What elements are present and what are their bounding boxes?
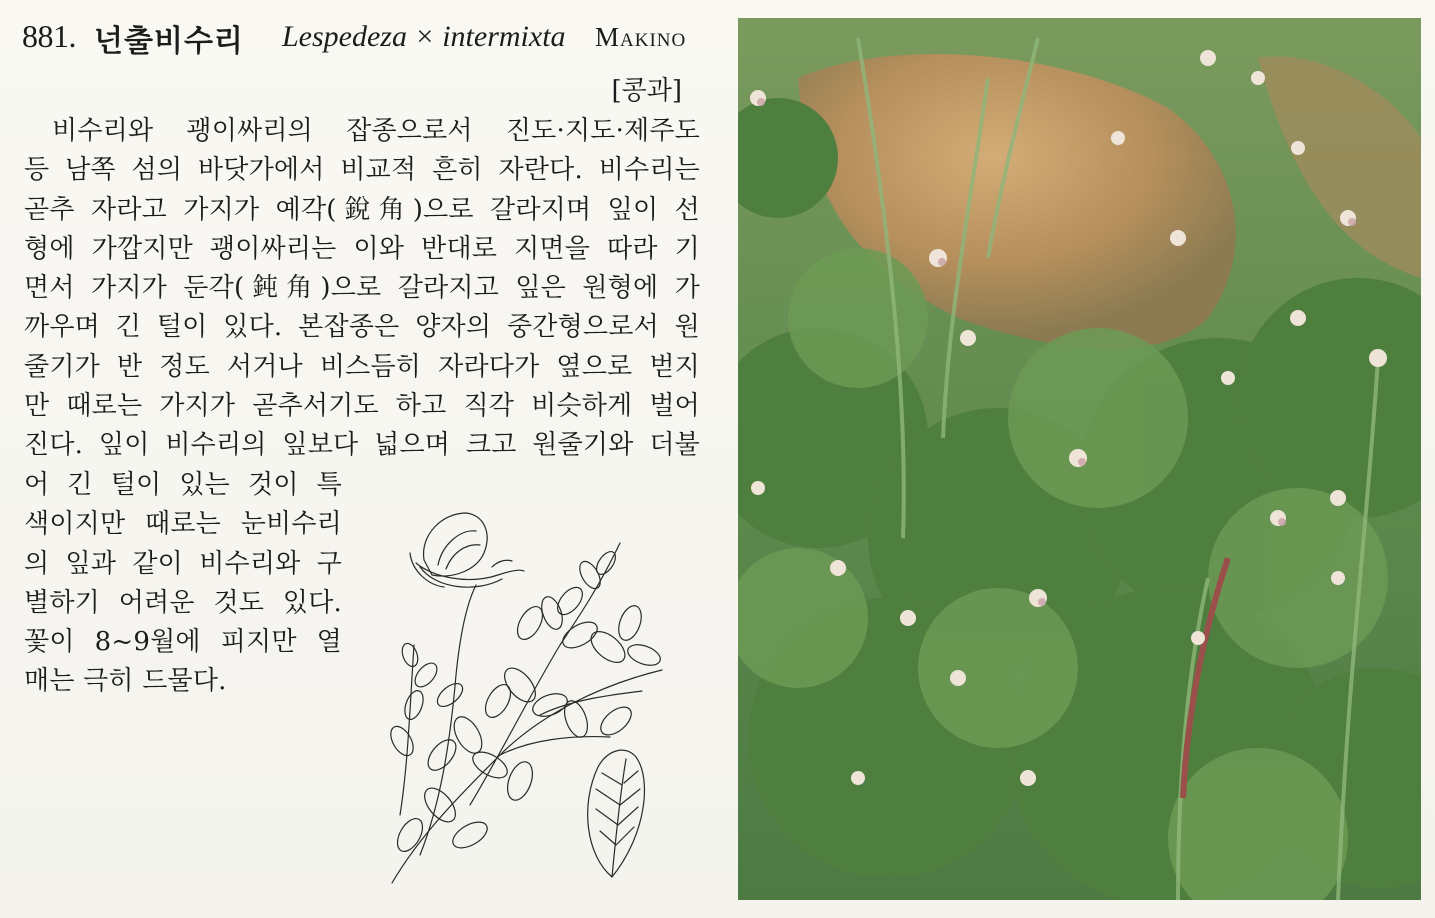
description-line: 까우며 긴 털이 있다. 본잡종은 양자의 중간형으로서 원 — [24, 312, 700, 343]
description-line: 곧추 자라고 가지가 예각(銳角)으로 갈라지며 잎이 선 — [24, 194, 700, 225]
description-text-continued — [24, 466, 342, 702]
description-line: 색이지만 때로는 눈비수리 — [24, 509, 342, 540]
entry-header — [22, 14, 702, 106]
description-line: 의 잎과 같이 비수리와 구 — [24, 548, 342, 579]
description-line: 줄기가 반 정도 서거나 비스듬히 자라다가 옆으로 벋지 — [24, 351, 700, 382]
description-line: 진다. 잎이 비수리의 잎보다 넓으며 크고 원줄기와 더불 — [24, 430, 700, 461]
description-line: 비수리와 괭이싸리의 잡종으로서 진도·지도·제주도 — [52, 116, 700, 146]
plant-photo — [738, 18, 1421, 900]
description-line: 만 때로는 가지가 곧추서기도 하고 직각 비슷하게 벌어 — [24, 391, 700, 422]
flower-detail — [410, 513, 524, 587]
description-line: 형에 가깝지만 괭이싸리는 이와 반대로 지면을 따라 기 — [24, 233, 700, 264]
description-line: 별하기 어려운 것도 있다. — [24, 587, 342, 618]
family-name: [콩과] — [611, 76, 682, 106]
description-text — [24, 112, 700, 466]
description-line: 매는 극히 드물다. — [24, 666, 227, 697]
botanical-illustration — [380, 505, 670, 885]
plant-stems — [392, 543, 662, 883]
entry-number: 881. — [22, 18, 76, 54]
korean-name: 넌출비수리 — [94, 24, 244, 59]
scientific-name: Lespedeza × intermixta — [282, 20, 566, 53]
description-line: 등 남쪽 섬의 바닷가에서 비교적 흔히 자란다. 비수리는 — [24, 155, 700, 186]
description-line: 어 긴 털이 있는 것이 특 — [24, 470, 342, 500]
description-line: 면서 가지가 둔각(鈍角)으로 갈라지고 잎은 원형에 가 — [24, 273, 700, 304]
leaf-detail — [588, 750, 645, 877]
author-name: Makino — [595, 22, 687, 52]
description-line: 꽃이 8~9월에 피지만 열 — [24, 627, 342, 658]
plant-leaves — [386, 548, 663, 855]
